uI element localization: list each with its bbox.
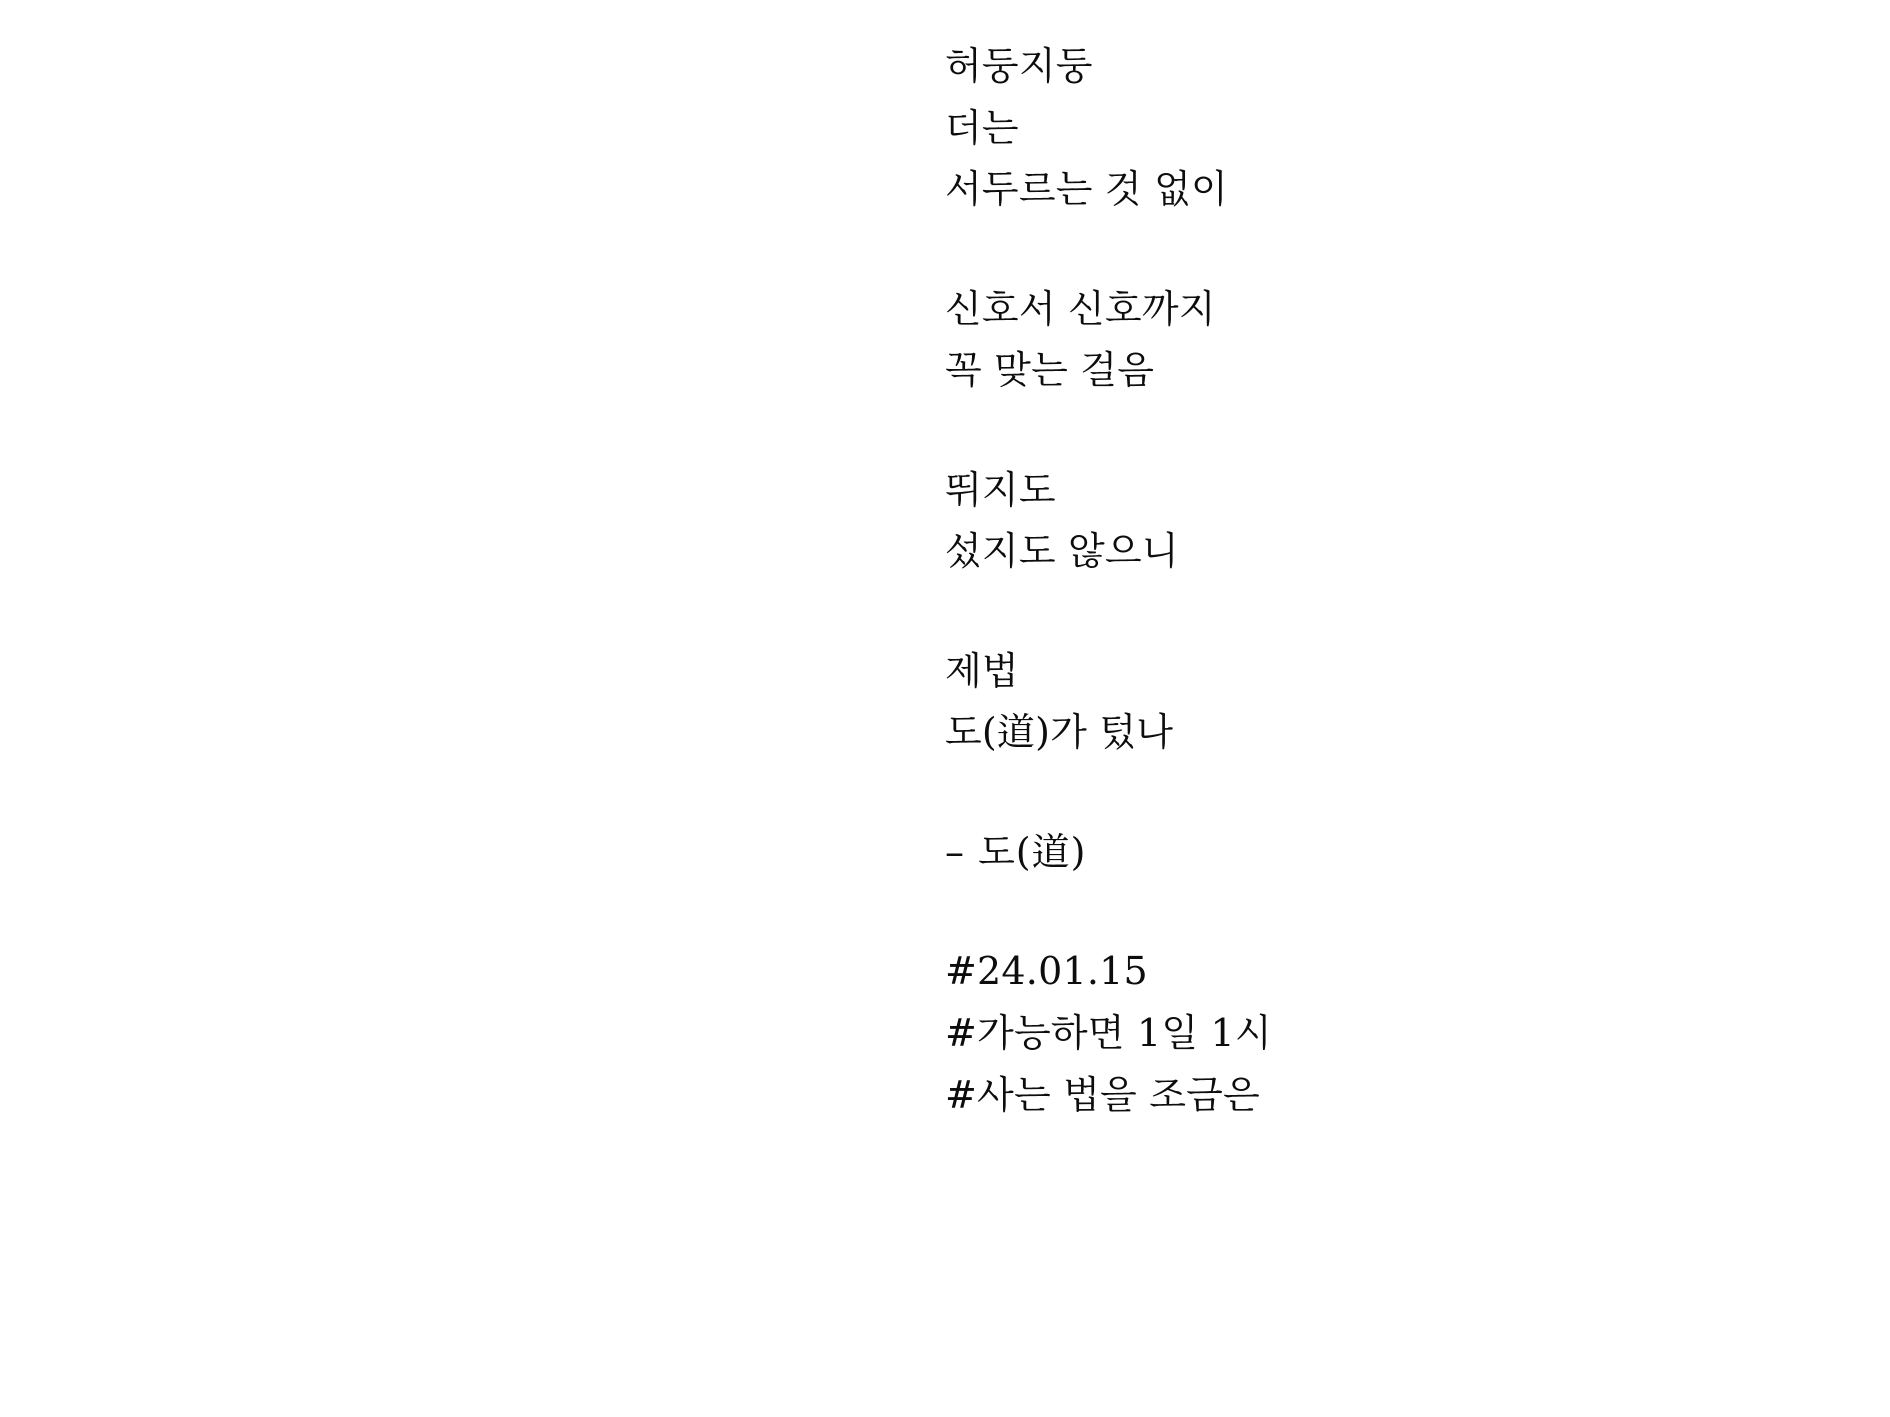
poem-line: 도(道)가 텄나 <box>945 710 1174 755</box>
poem-line: 꼭 맞는 걸음 <box>945 348 1155 393</box>
stanza-2 <box>945 279 1745 402</box>
hashtag-date: #24.01.15 <box>945 949 1148 994</box>
poem-line: 더는 <box>945 105 1019 150</box>
stanza-4 <box>945 641 1745 764</box>
poem-signature <box>945 822 1745 884</box>
poem-line: 제법 <box>945 648 1019 693</box>
poem-body <box>945 36 1745 1126</box>
poem-title-signature: – 도(道) <box>945 829 1087 874</box>
poem-line: 뛰지도 <box>945 467 1056 512</box>
hashtag-block <box>945 941 1745 1126</box>
stanza-3 <box>945 460 1745 583</box>
poem-line: 신호서 신호까지 <box>945 286 1216 331</box>
poem-line: 섰지도 않으니 <box>945 529 1179 574</box>
poem-line: 서두르는 것 없이 <box>945 167 1228 212</box>
hashtag-item: #가능하면 1일 1시 <box>945 1011 1272 1056</box>
poem-line: 허둥지둥 <box>945 44 1093 88</box>
hashtag-item: #사는 법을 조금은 <box>945 1072 1260 1117</box>
stanza-1 <box>945 36 1745 221</box>
